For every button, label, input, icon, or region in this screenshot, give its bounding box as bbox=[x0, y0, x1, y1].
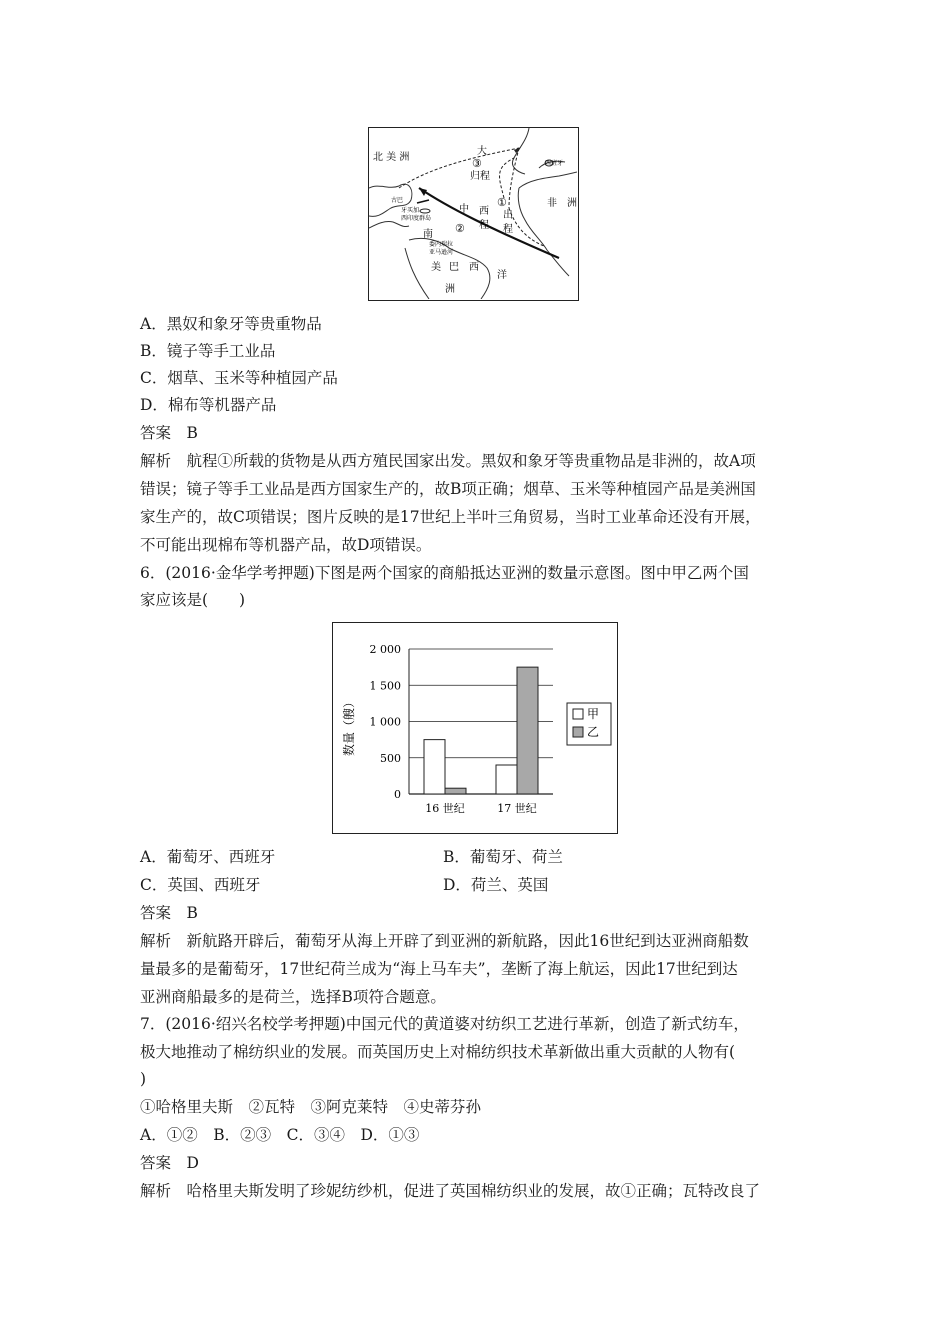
q5-answer: 答案 B bbox=[140, 424, 198, 442]
chart-svg bbox=[333, 623, 616, 832]
map-label-zhong: 中 bbox=[459, 204, 469, 215]
map-label-spain: 西班牙 bbox=[545, 160, 564, 167]
q6-analysis-line-1: 解析 新航路开辟后，葡萄牙从海上开辟了到亚洲的新航路，因此16世纪到达亚洲商船数 bbox=[140, 932, 749, 950]
q5-analysis-line-1: 解析 航程①所载的货物是从西方殖民国家出发。黑奴和象牙等贵重物品是非洲的，故A项 bbox=[140, 452, 756, 470]
map-label-zhou: 洲 bbox=[445, 284, 455, 295]
q7-answer: 答案 D bbox=[140, 1154, 199, 1172]
chart-bar-jia bbox=[496, 765, 517, 794]
chart-x-tick-label: 17 世纪 bbox=[497, 802, 537, 815]
map-label-brazil: 巴 西 bbox=[449, 262, 479, 273]
map-label-mei: 美 bbox=[431, 262, 441, 273]
legend-swatch-jia bbox=[573, 709, 583, 719]
q5-option-c: C．烟草、玉米等种植园产品 bbox=[140, 369, 338, 387]
map-label-route-3: ③ bbox=[472, 157, 482, 170]
map-label-cheng-2: 程 bbox=[479, 220, 489, 231]
chart-x-ticks bbox=[425, 801, 537, 815]
q6-analysis-line-2: 量最多的是葡萄牙，17世纪荷兰成为“海上马车夫”，垄断了海上航运，因此17世纪到达 bbox=[140, 960, 738, 978]
q7-stem-line-1: 7．(2016·绍兴名校学考押题)中国元代的黄道婆对纺织工艺进行革新，创造了新式纺车， bbox=[140, 1015, 749, 1033]
q6-analysis-line-3: 亚洲商船最多的是荷兰，选择B项符合题意。 bbox=[140, 988, 446, 1006]
q7-stem-line-3: ) bbox=[140, 1070, 147, 1088]
ships-bar-chart bbox=[332, 622, 618, 834]
chart-bar-yi bbox=[517, 667, 538, 794]
triangle-trade-map bbox=[368, 127, 579, 301]
map-label-chu: 出 bbox=[503, 210, 513, 221]
chart-x-tick-label: 16 世纪 bbox=[425, 802, 465, 815]
chart-bars bbox=[424, 667, 538, 794]
q5-option-b: B．镜子等手工业品 bbox=[140, 342, 276, 360]
chart-y-axis-label: 数量（艘） bbox=[342, 695, 356, 757]
chart-bar-yi bbox=[445, 788, 466, 794]
q6-option-a: A．葡萄牙、西班牙 bbox=[140, 848, 276, 866]
q6-stem-line-1: 6．(2016·金华学考押题)下图是两个国家的商船抵达亚洲的数量示意图。图中甲乙两个国 bbox=[140, 564, 749, 582]
chart-y-tick-label: 2 000 bbox=[369, 643, 401, 656]
q5-option-a: A．黑奴和象牙等贵重物品 bbox=[140, 315, 322, 333]
map-label-west-indies: 西印度群岛 bbox=[401, 215, 432, 222]
legend-swatch-yi bbox=[573, 727, 583, 737]
map-label-da: 大 bbox=[477, 146, 487, 157]
legend-label-yi: 乙 bbox=[587, 725, 600, 739]
q6-stem-line-2: 家应该是( ) bbox=[140, 591, 246, 609]
chart-bar-jia bbox=[424, 740, 445, 794]
map-svg bbox=[369, 128, 577, 299]
q6-option-b: B．葡萄牙、荷兰 bbox=[443, 848, 563, 866]
q5-analysis-line-4: 不可能出现棉布等机器产品，故D项错误。 bbox=[140, 536, 432, 554]
map-label-route-2: ② bbox=[455, 222, 465, 235]
q7-items: ①哈格里夫斯 ②瓦特 ③阿克莱特 ④史蒂芬孙 bbox=[140, 1098, 482, 1116]
chart-y-tick-label: 1 000 bbox=[369, 715, 401, 729]
map-label-jamaica: 牙买加 bbox=[401, 207, 420, 214]
map-label-africa: 非 洲 bbox=[547, 198, 577, 209]
q5-analysis-line-3: 家生产的，故C项错误；图片反映的是17世纪上半叶三角贸易，当时工业革命还没有开展， bbox=[140, 508, 761, 526]
q7-options: A．①② B．②③ C．③④ D．①③ bbox=[140, 1126, 420, 1144]
map-label-cuba: 古巴 bbox=[391, 197, 404, 204]
map-label-north-america: 北 美 洲 bbox=[373, 152, 410, 163]
q5-option-d: D．棉布等机器产品 bbox=[140, 396, 277, 414]
q7-analysis-line-1: 解析 哈格里夫斯发明了珍妮纺纱机，促进了英国棉纺织业的发展，故①正确；瓦特改良了 bbox=[140, 1182, 761, 1200]
q6-option-d: D．荷兰、英国 bbox=[443, 876, 549, 894]
q7-stem-line-2: 极大地推动了棉纺织业的发展。而英国历史上对棉纺织技术革新做出重大贡献的人物有( bbox=[140, 1043, 736, 1061]
legend-label-jia: 甲 bbox=[587, 707, 600, 721]
map-label-route-1: ① bbox=[497, 196, 507, 209]
q6-option-c: C．英国、西班牙 bbox=[140, 876, 261, 894]
map-label-xi: 西 bbox=[479, 206, 489, 217]
q5-analysis-line-2: 错误；镜子等手工业品是西方国家生产的，故B项正确；烟草、玉米等种植园产品是美洲国 bbox=[140, 480, 756, 498]
chart-y-ticks bbox=[370, 643, 402, 801]
map-label-yang: 洋 bbox=[497, 270, 507, 281]
chart-y-tick-label: 0 bbox=[394, 788, 401, 801]
chart-y-tick-label: 500 bbox=[380, 751, 401, 765]
chart-y-tick-label: 1 500 bbox=[369, 679, 401, 693]
q6-answer: 答案 B bbox=[140, 904, 198, 922]
chart-legend bbox=[567, 703, 611, 745]
map-label-return-route: 归程 bbox=[470, 171, 490, 182]
map-label-nan: 南 bbox=[423, 229, 433, 240]
map-label-amazon: 亚马逊河 bbox=[429, 249, 454, 256]
map-label-venezuela: 委内瑞拉 bbox=[429, 241, 454, 248]
map-label-cheng-1: 程 bbox=[503, 224, 513, 235]
